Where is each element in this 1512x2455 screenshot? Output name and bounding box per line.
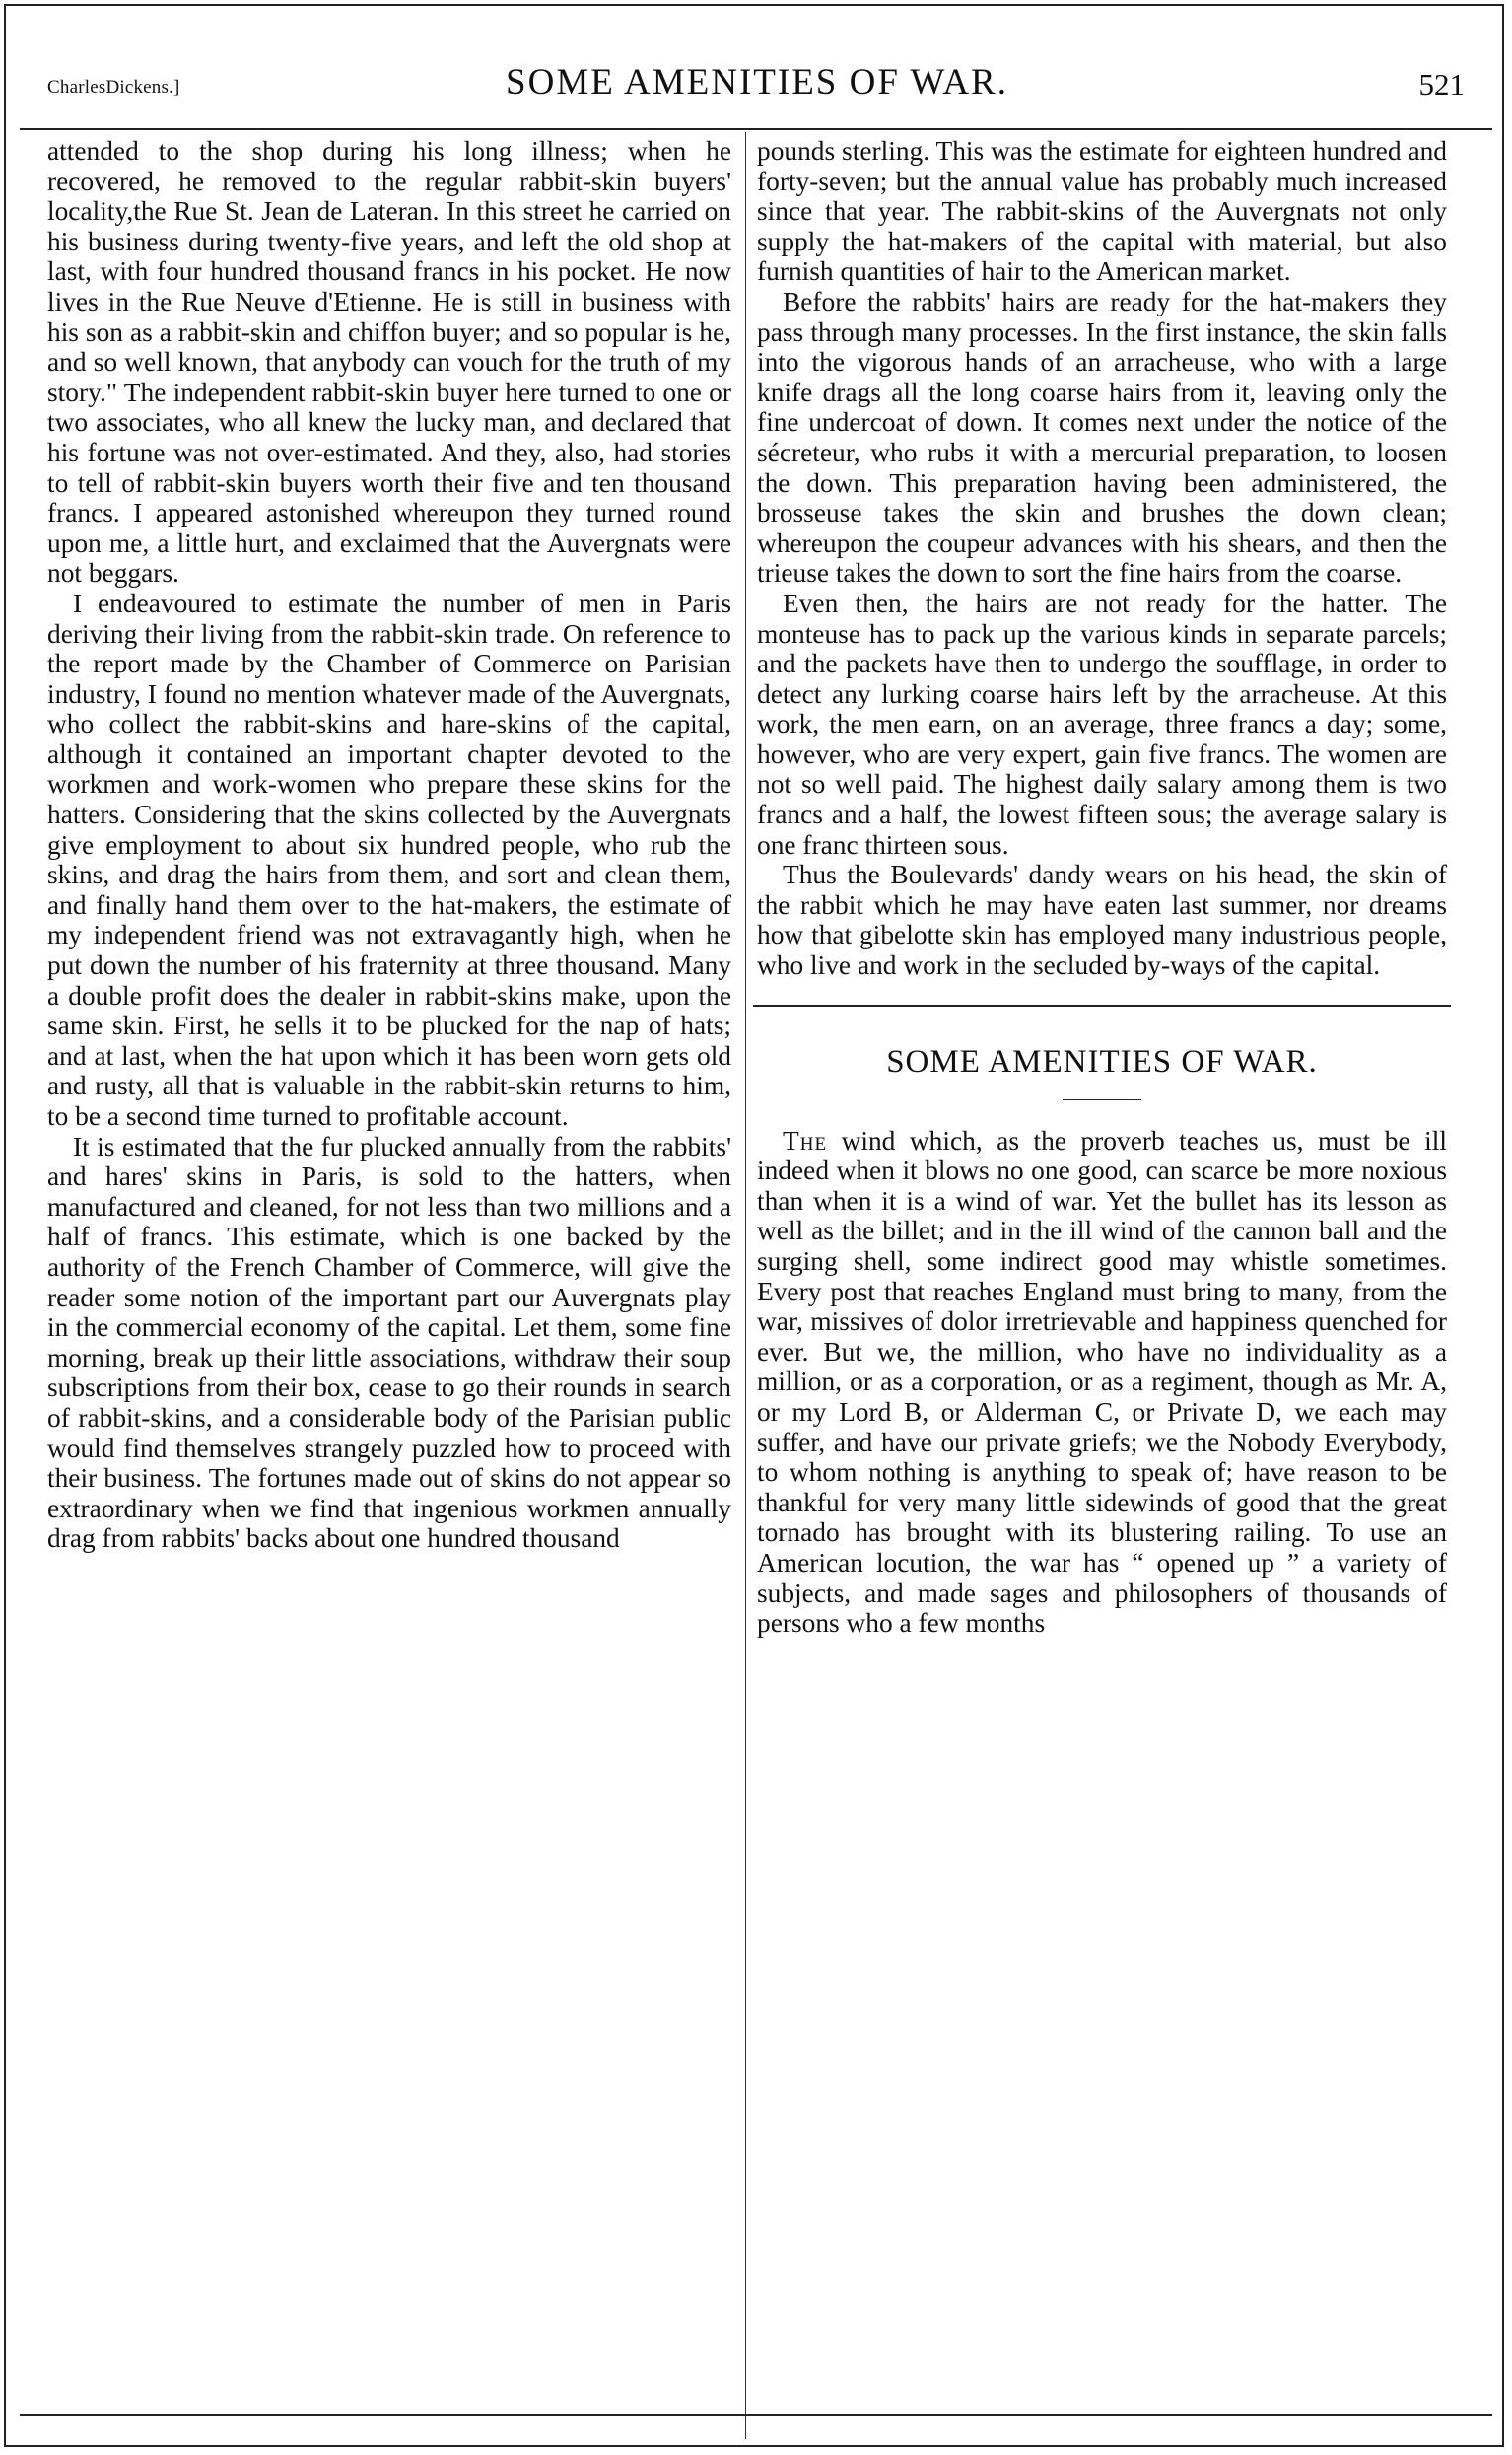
article-title: SOME AMENITIES OF WAR. xyxy=(886,1043,1318,1080)
column-divider xyxy=(745,132,746,2439)
left-column xyxy=(47,136,731,1554)
page-header xyxy=(47,57,1467,112)
paragraph: Thus the Boulevards' dandy wears on his head, the skin of the rabbit which he may have eaten last summer, nor dreams how that gibelotte skin has employed many industrious people, who live and work in the secluded by-ways of the capital. xyxy=(757,860,1447,981)
article-separator xyxy=(753,1005,1451,1007)
paragraph: I endeavoured to estimate the number of men in Paris deriving their living from the rabbit-skin trade. On reference to the report made by the Chamber of Commerce on Parisian industry, I found no mention whatever made of the Auvergnats, who collect the rabbit-skins and hare-skins of the capital, although it contained an important chapter devoted to the workmen and work-women who prepare these skins for the hatters. Considering that the skins collected by the Auvergnats give employment to about six hundred people, who rub the skins, and drag the hairs from them, and sort and clean them, and finally hand them over to the hat-makers, the estimate of my independent friend was not extravagantly high, when he put down the number of his fraternity at three thousand. Many a double profit does the dealer in rabbit-skins make, upon the same skin. First, he sells it to be plucked for the nap of hats; and at last, when the hat upon which it has been worn gets old and rusty, all that is valuable in the rabbit-skin returns to him, to be a second time turned to profitable account. xyxy=(47,588,731,1131)
paragraph: attended to the shop during his long illness; when he recovered, he removed to the regular rabbit-skin buyers' locality,the Rue St. Jean de Lateran. In this street he carried on his business during twenty-five years, and left the old shop at last, with four hundred thousand francs in his pocket. He now lives in the Rue Neuve d'Etienne. He is still in business with his son as a rabbit-skin and chiffon buyer; and so popular is he, and so well known, that anybody can vouch for the truth of my story." The independent rabbit-skin buyer here turned to one or two associates, who all knew the lucky man, and declared that his fortune was not over-estimated. And they, also, had stories to tell of rabbit-skin buyers worth their five and ten thousand francs. I appeared astonished whereupon they turned round upon me, a little hurt, and exclaimed that the Auvergnats were not beggars. xyxy=(47,136,731,589)
paragraph: pounds sterling. This was the estimate for eighteen hundred and forty-seven; but the annual value has probably much increased since that year. The rabbit-skins of the Auvergnats not only supply the hat-makers of the capital with material, but also furnish quantities of hair to the American market. xyxy=(757,136,1447,287)
article-body: wind which, as the proverb teaches us, must be ill indeed when it blows no one good, can scarce be more noxious than when it is a wind of war. Yet the bullet has its lesson as well as the billet; and in the ill wind of the cannon ball and the surging shell, some indirect good may whistle sometimes. Every post that reaches England must bring to many, from the war, missives of dolor irretrievable and happiness quenched for ever. But we, the million, who have no individuality as a million, or as a corporation, or as a regiment, though as Mr. A, or my Lord B, or Alderman C, or Private D, we each may suffer, and have our private griefs; we the Nobody Everybody, to whom nothing is anything to speak of; have reason to be thankful for very many little sidewinds of good that the great tornado has brought with its blustering railing. To use an American locution, the war has “ opened up ” a variety of subjects, and made sages and philosophers of thousands of persons who a few months xyxy=(757,1125,1447,1639)
title-underline xyxy=(1063,1099,1141,1100)
running-head-title: SOME AMENITIES OF WAR. xyxy=(506,62,1008,103)
opening-word: The xyxy=(783,1125,828,1156)
paragraph: Before the rabbits' hairs are ready for the hat-makers they pass through many processes. In the first instance, the skin falls into the vigorous hands of an arracheuse, who with a large knife drags all the long coarse hairs from it, leaving only the fine undercoat of down. It comes next under the notice of the sécreteur, who rubs it with a mercurial preparation, to loosen the down. This preparation having been administered, the brosseuse takes the skin and brushes the down clean; whereupon the coupeur advances with his shears, and then the trieuse takes the down to sort the fine hairs from the coarse. xyxy=(757,286,1447,589)
page-number: 521 xyxy=(1418,67,1465,102)
article-paragraph xyxy=(757,1126,1447,1639)
paragraph: Even then, the hairs are not ready for the hatter. The monteuse has to pack up the various kinds in separate parcels; and the packets have then to undergo the soufflage, in order to detect any lurking coarse hairs left by the arracheuse. At this work, the men earn, on an average, three francs a day; some, however, who are very expert, gain five francs. The women are not so well paid. The highest daily salary among them is two francs and a half, the lowest fifteen sous; the average salary is one franc thirteen sous. xyxy=(757,588,1447,860)
header-rule xyxy=(20,128,1492,130)
right-column xyxy=(757,136,1447,1639)
running-head-author: CharlesDickens.] xyxy=(47,77,180,98)
paragraph: It is estimated that the fur plucked annually from the rabbits' and hares' skins in Paris, is sold to the hatters, when manufactured and cleaned, for not less than two millions and a half of francs. This estimate, which is one backed by the authority of the French Chamber of Commerce, will give the reader some notion of the important part our Auvergnats play in the commercial economy of the capital. Let them, some fine morning, break up their little associations, withdraw their soup subscriptions from their box, cease to go their rounds in search of rabbit-skins, and a considerable body of the Parisian public would find themselves strangely puzzled how to proceed with their business. The fortunes made out of skins do not appear so extraordinary when we find that ingenious workmen annually drag from rabbits' backs about one hundred thousand xyxy=(47,1131,731,1554)
bottom-rule xyxy=(20,2414,1492,2416)
